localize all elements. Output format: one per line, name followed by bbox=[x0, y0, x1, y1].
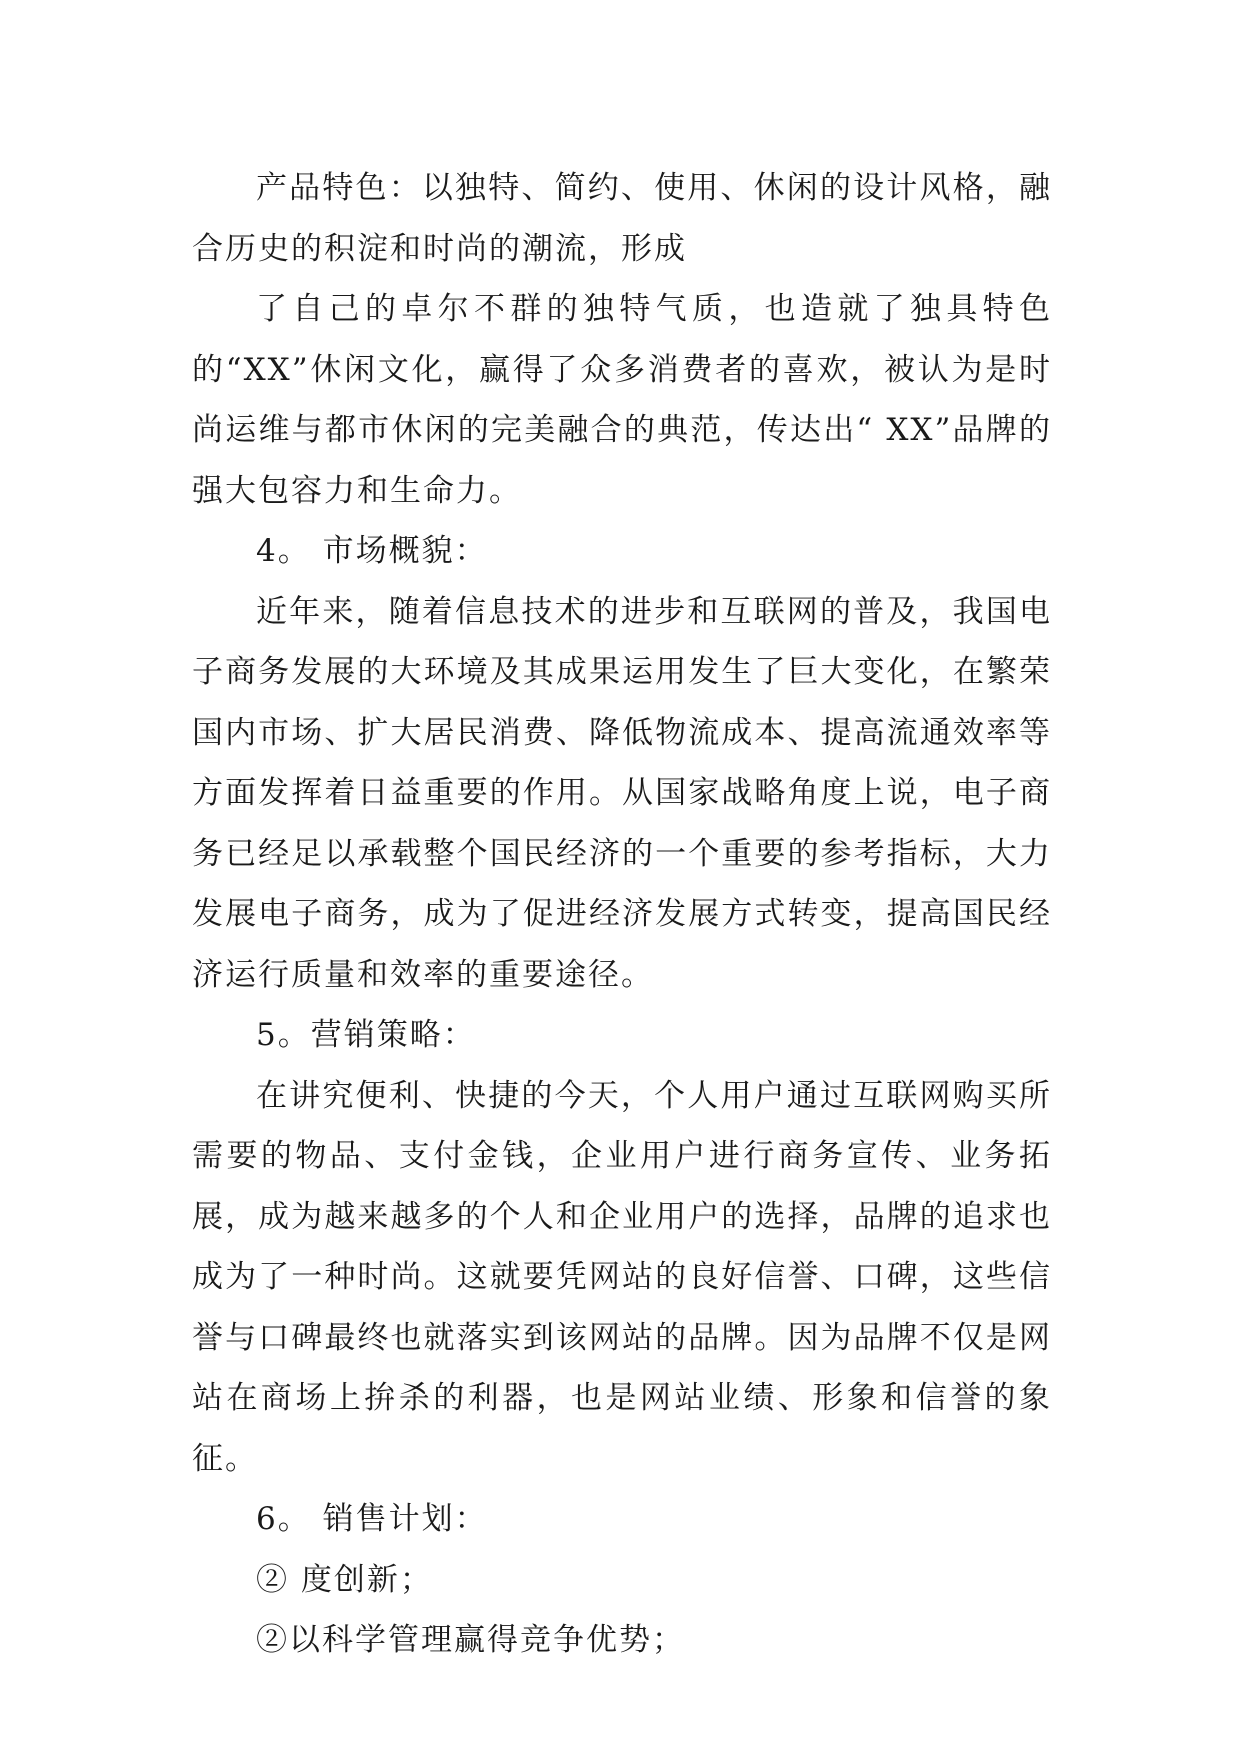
paragraph-brand-culture: 了自己的卓尔不群的独特气质，也造就了独具特色的“XX”休闲文化，赢得了众多消费者的喜欢，被认为是时尚运维与都市休闲的完美融合的典范，传达出“ XX”品牌的强大包容力和生命力。 bbox=[192, 291, 1052, 509]
paragraph-product-features: 产品特色：以独特、简约、使用、休闲的设计风格，融合历史的积淀和时尚的潮流，形成 bbox=[192, 170, 1052, 267]
paragraph-market-overview: 近年来，随着信息技术的进步和互联网的普及，我国电子商务发展的大环境及其成果运用发生了巨大变化，在繁荣国内市场、扩大居民消费、降低物流成本、提高流通效率等方面发挥着日益重要的作用。从国家战略角度上说，电子商务已经足以承载整个国民经济的一个重要的参考指标，大力发展电子商务，成为了促进经济发展方式转变，提高国民经济运行质量和效率的重要途径。 bbox=[192, 593, 1052, 993]
heading-marketing-strategy: 5。营销策略： bbox=[256, 1017, 476, 1053]
list-item-sales-plan-2: ②以科学管理赢得竞争优势； bbox=[256, 1622, 685, 1658]
paragraph-marketing-strategy: 在讲究便利、快捷的今天，个人用户通过互联网购买所需要的物品、支付金钱，企业用户进行商务宣传、业务拓展，成为越来越多的个人和企业用户的选择，品牌的追求也成为了一种时尚。这就要凭网站的良好信誉、口碑，这些信誉与口碑最终也就落实到该网站的品牌。因为品牌不仅是网站在商场上拚杀的利器，也是网站业绩、形象和信誉的象征。 bbox=[192, 1077, 1052, 1477]
heading-market-overview: 4。 市场概貌： bbox=[256, 533, 488, 569]
list-item-sales-plan-1: ② 度创新； bbox=[256, 1561, 433, 1598]
document-body bbox=[192, 158, 1052, 1671]
heading-sales-plan: 6。 销售计划： bbox=[256, 1501, 488, 1537]
